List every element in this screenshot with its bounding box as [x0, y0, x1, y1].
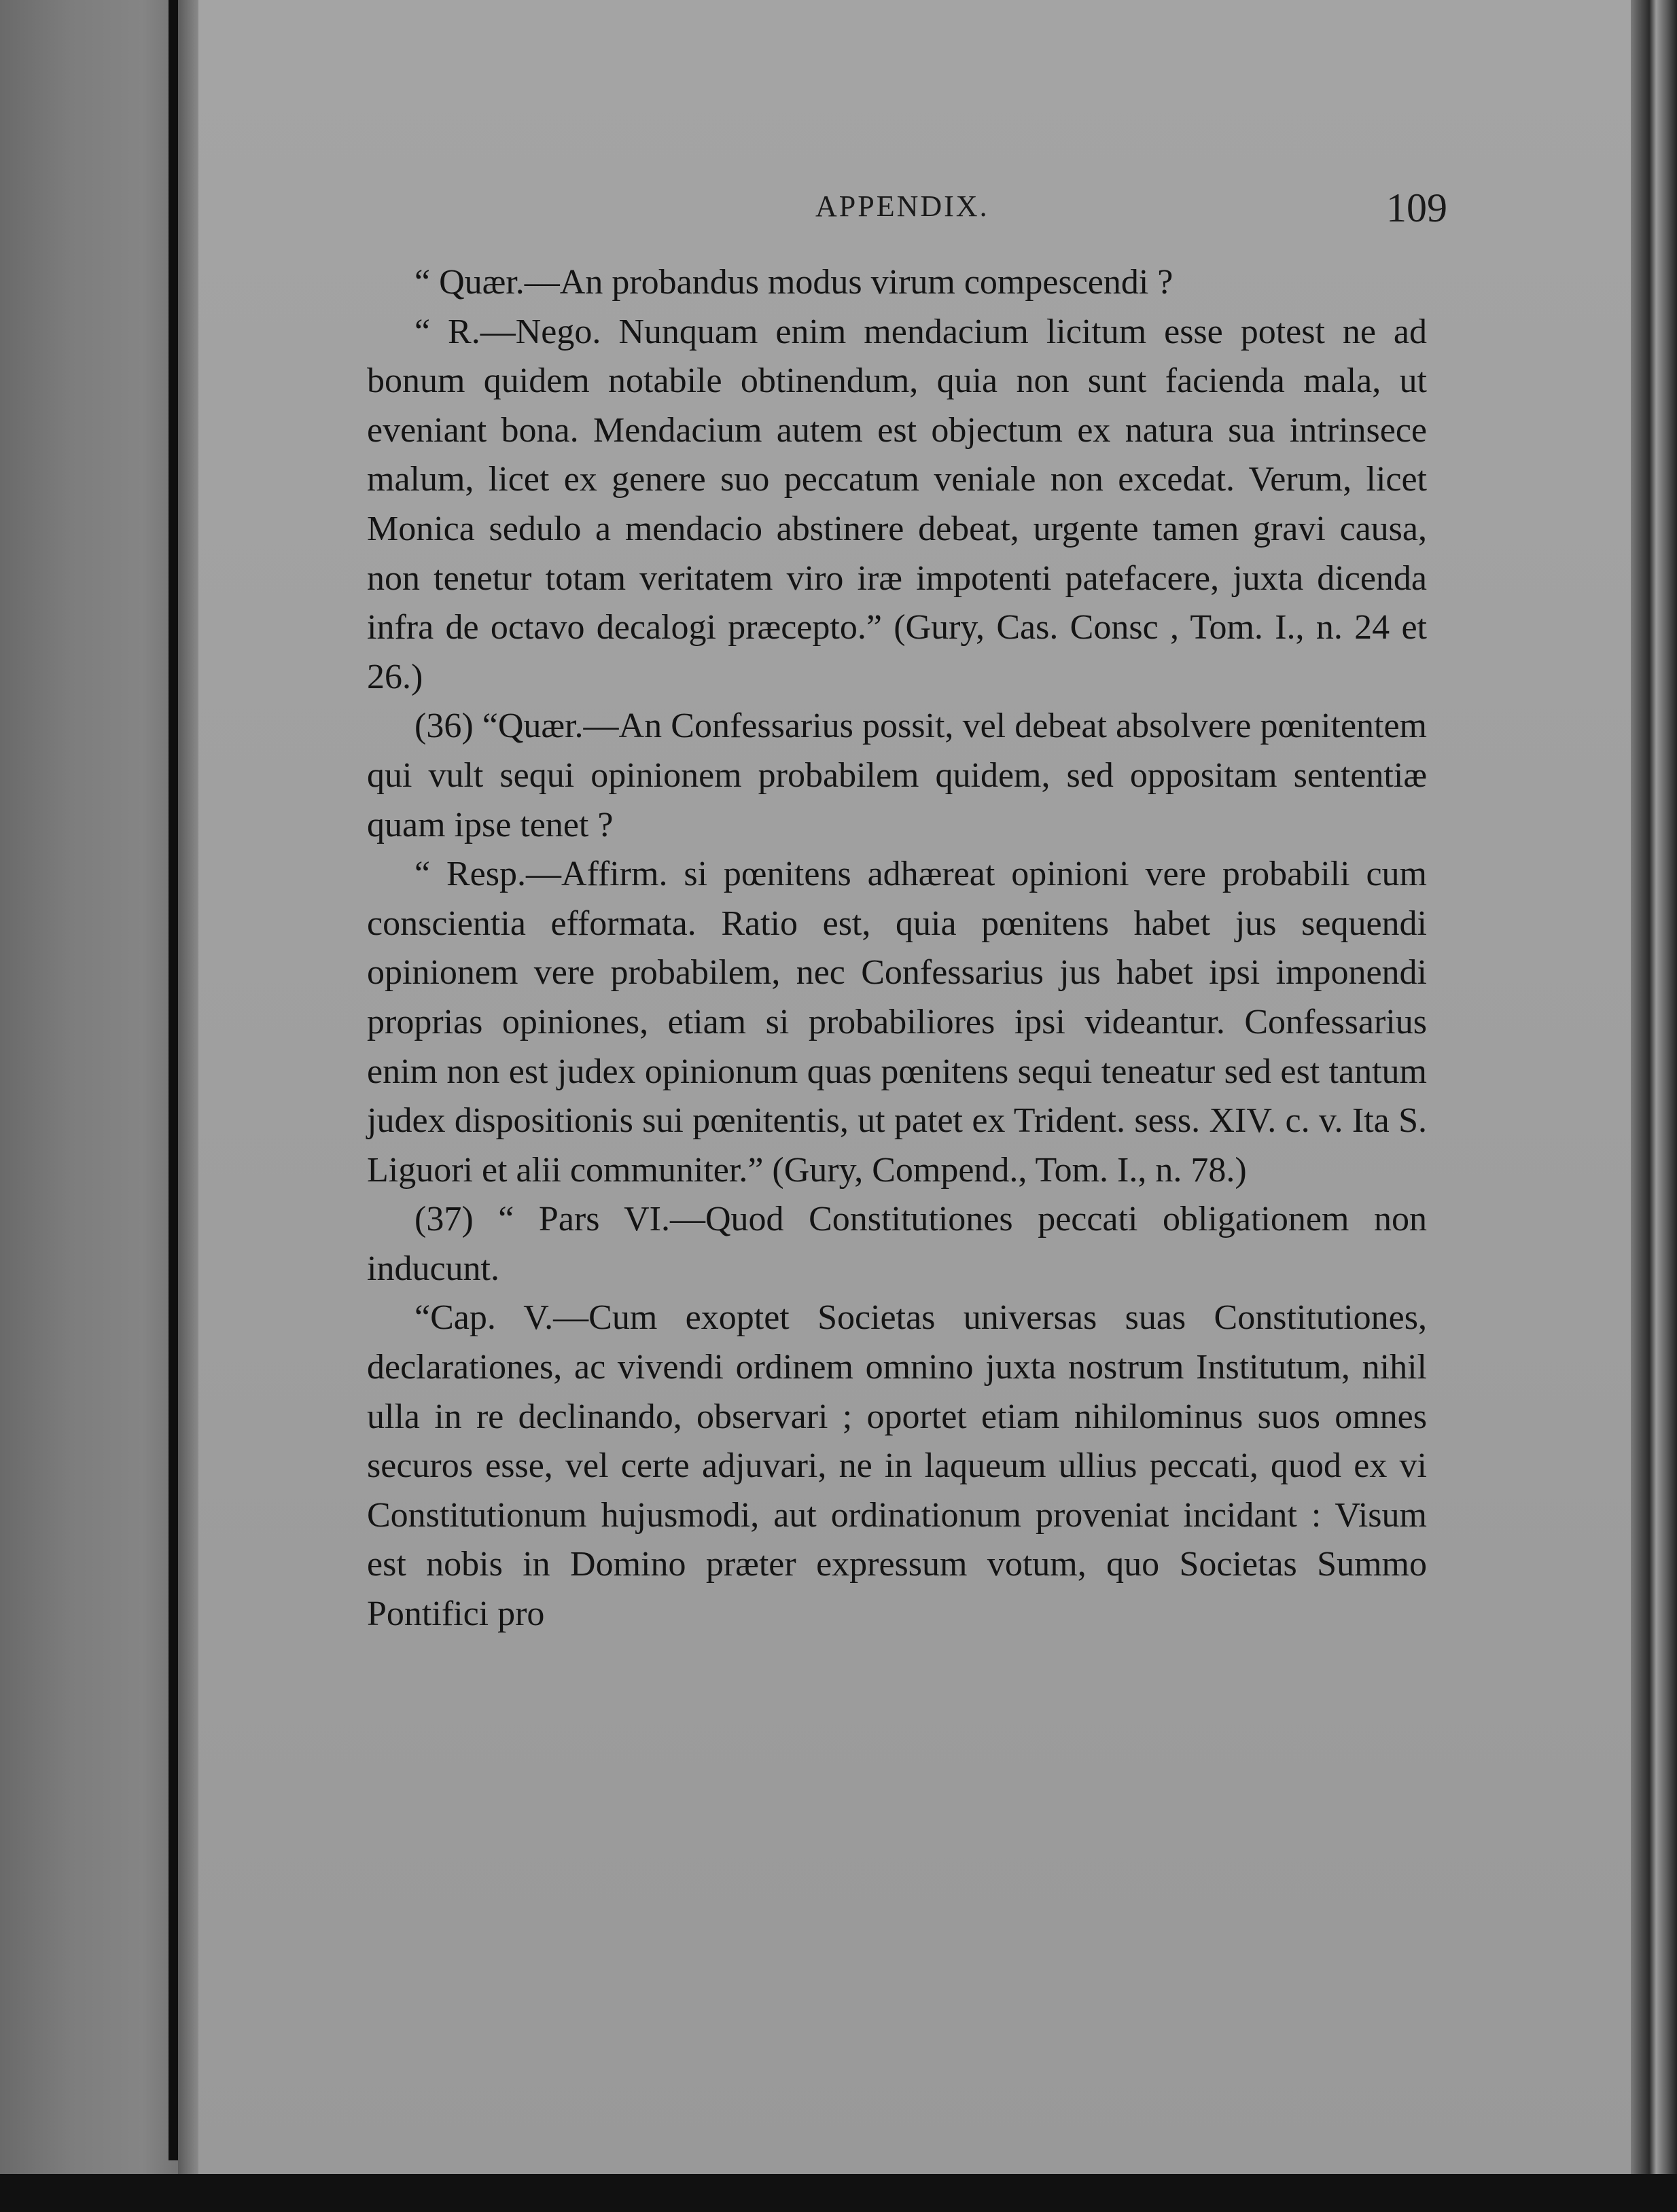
paragraph: “Cap. V.—Cum exoptet Societas universas suas Constitutiones, declarationes, ac vivendi ordinem omnino juxta nostrum Institutum, nihil ulla in re declinando, observari ; oportet etiam nihilominus suos omnes securos esse, vel certe adjuvari, ne in laqueum ullius peccati, quod ex vi Constitutionum hujusmodi, aut ordinationum proveniat incidant : Visum est nobis in Domino præter expressum votum, quo Societas Summo Pontifici pro	[367, 1298, 1427, 1634]
running-title: APPENDIX.	[815, 190, 989, 223]
gutter	[178, 0, 198, 2174]
body-text	[367, 258, 1427, 1639]
facing-page-edge	[0, 0, 178, 2174]
page-number: 109	[1386, 185, 1447, 230]
paragraph: “ Resp.—Affirm. si pœnitens adhæreat opinioni vere probabili cum conscientia efformata. Ratio est, quia pœnitens habet jus sequendi opinionem vere probabilem, nec Confessarius jus habet ipsi imponendi proprias opiniones, etiam si probabiliores ipsi videantur. Confessarius enim non est judex opinionum quas pœnitens sequi teneatur sed est tantum judex dispositionis sui pœnitentis, ut patet ex Trident. sess. XIV. c. v. Ita S. Liguori et alii communiter.” (Gury, Compend., Tom. I., n. 78.)	[367, 855, 1427, 1190]
paragraph: “ R.—Nego. Nunquam enim mendacium licitum esse potest ne ad bonum quidem notabile obtinendum, quia non sunt facienda mala, ut eveniant bona. Mendacium autem est objectum ex natura sua intrinsece malum, licet ex genere suo peccatum veniale non excedat. Verum, licet Monica sedulo a mendacio abstinere debeat, urgente tamen gravi causa, non tenetur totam veritatem viro iræ impotenti patefacere, juxta dicenda infra de octavo decalogi præcepto.” (Gury, Cas. Consc , Tom. I., n. 24 et 26.)	[367, 312, 1427, 696]
paragraph: “ Quær.—An probandus modus virum compescendi ?	[414, 263, 1173, 302]
paragraph: (37) “ Pars VI.—Quod Constitutiones peccati obligationem non inducunt.	[367, 1200, 1427, 1288]
running-head	[381, 185, 1447, 239]
scan-background	[0, 2174, 1677, 2212]
binding-shadow	[169, 0, 178, 2160]
paragraph: (36) “Quær.—An Confessarius possit, vel debeat absolvere pœnitentem qui vult sequi opinionem probabilem quidem, sed oppositam sententiæ quam ipse tenet ?	[367, 707, 1427, 844]
page-stack-edge	[1631, 0, 1677, 2181]
